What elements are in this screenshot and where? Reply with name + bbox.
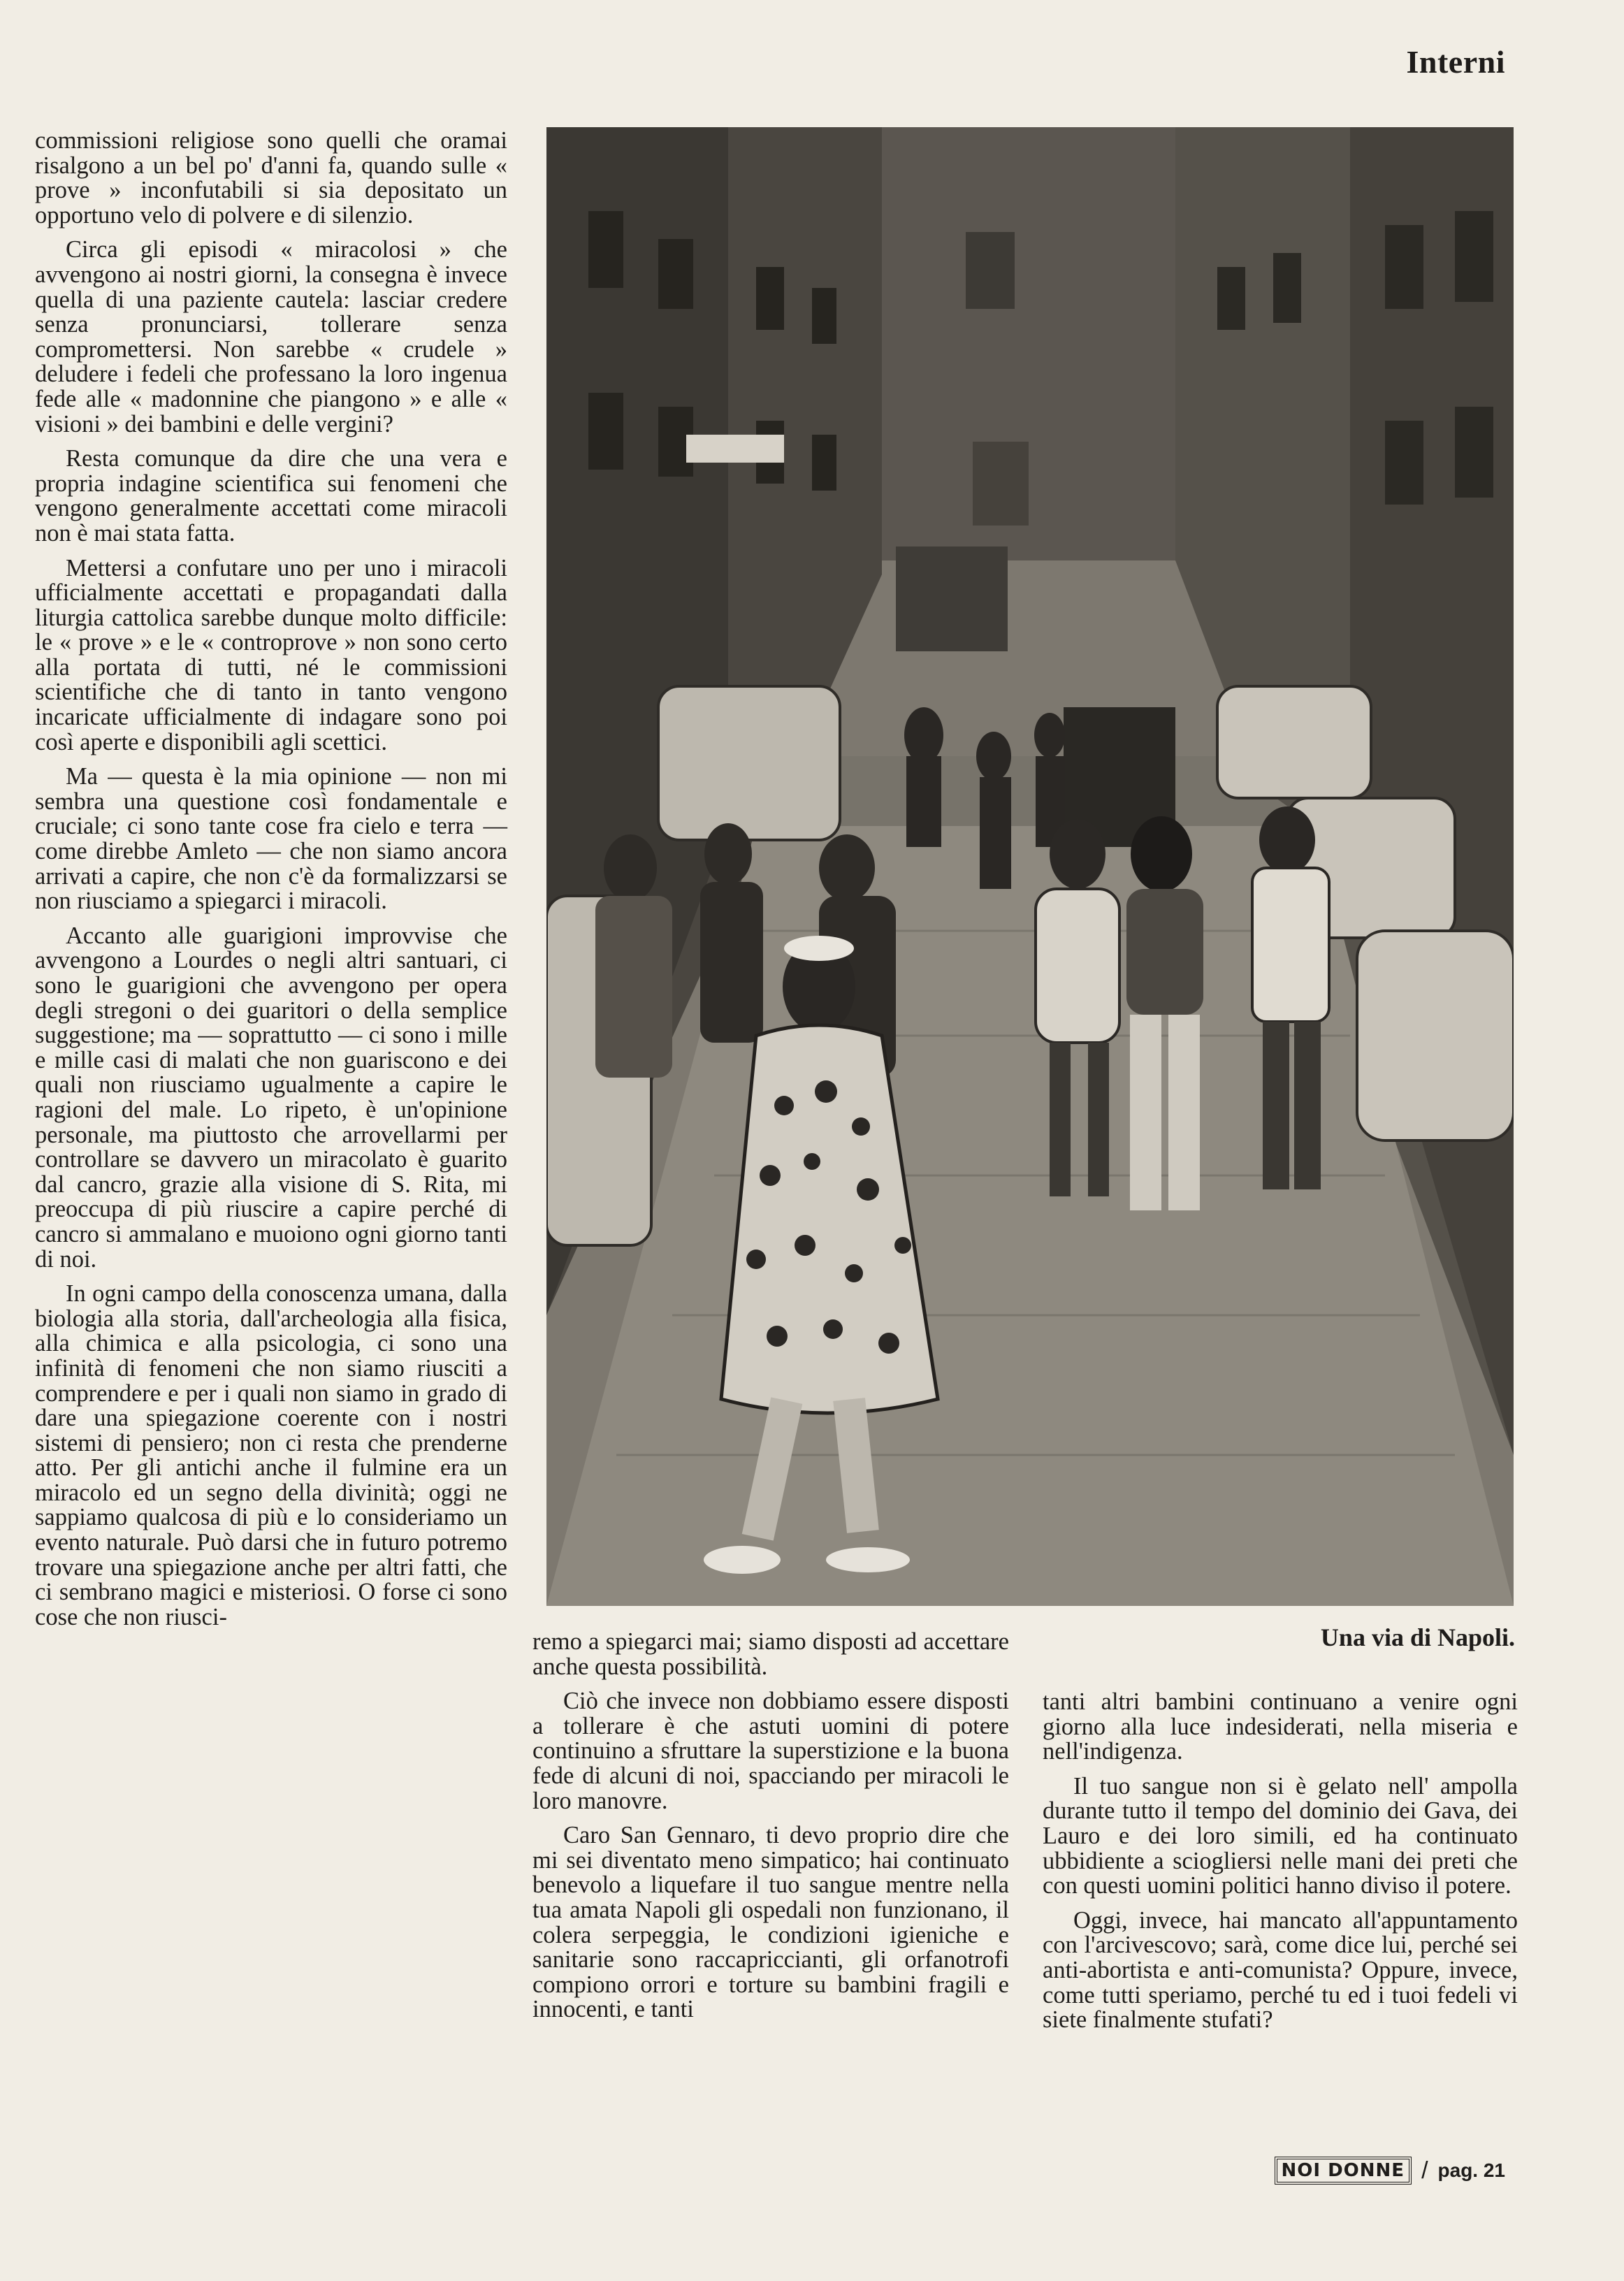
paragraph: tanti altri bambini continuano a venire ogni giorno alla luce indesiderati, nella miseria e nell'indigenza. [1043, 1688, 1518, 1765]
footer-separator: / [1421, 2157, 1428, 2184]
paragraph: Il tuo sangue non si è gelato nell' ampolla durante tutto il tempo del dominio dei Gava, dei Lauro e dei loro simili, ed ha continuato ubbidiente a sciogliersi nelle mani dei preti che con questi uomini politici hanno diviso il potere. [1043, 1772, 1518, 1899]
paragraph: Caro San Gennaro, ti devo proprio dire che mi sei diventato meno simpatico; hai continuato benevolo a liquefare il tuo sangue mentre nella tua amata Napoli gli ospedali non funzionano, il colera serpeggia, le condizioni igieniche e sanitarie sono raccapriccianti, gli orfanotrofi compiono orrori e torture su bambini fragili e innocenti, e tanti [532, 1822, 1009, 2023]
paragraph: commissioni religiose sono quelli che oramai risalgono a un bel po' d'anni fa, quando sulle « prove » inconfutabili si sia depositato un opportuno velo di polvere e di silenzio. [35, 127, 507, 229]
article-column-1 [35, 129, 507, 1630]
paragraph: Circa gli episodi « miracolosi » che avvengono ai nostri giorni, la consegna è invece quella di una paziente cautela: lasciar credere senza pronunciarsi, tollerare senza compromettersi. Non sarebbe « crudele » deludere i fedeli che professano la loro ingenua fede alle « madonnine che piangono » e alle « visioni » dei bambini e delle vergini? [35, 236, 507, 437]
section-heading: Interni [1406, 44, 1505, 80]
paragraph: Ciò che invece non dobbiamo essere disposti a tollerare è che astuti uomini di potere continuino a sfruttare la superstizione e la buona fede di alcuni di noi, spacciando per miracoli le loro manovre. [532, 1688, 1009, 1814]
street-photo-illustration [546, 127, 1514, 1606]
paragraph: Resta comunque da dire che una vera e propria indagine scientifica sui fenomeni che vengono generalmente accettati come miracoli non è mai stata fatta. [35, 445, 507, 546]
paragraph: Oggi, invece, hai mancato all'appuntamento con l'arcivescovo; sarà, come dice lui, perché sei anti-abortista e anti-comunista? Oppure, invece, come tutti speriamo, perché tu ed i tuoi fedeli vi siete finalmente stufati? [1043, 1906, 1518, 2034]
page-number: pag. 21 [1437, 2159, 1505, 2181]
magazine-logo: NOI DONNE [1275, 2157, 1412, 2185]
page-footer [1275, 2157, 1506, 2185]
paragraph: In ogni campo della conoscenza umana, dalla biologia alla storia, dall'archeologia alla fisica, alla chimica e alla psicologia, ci sono una infinità di fenomeni che non siamo riusciti a comprendere e per i quali non siamo in grado di dare una spiegazione coerente con i nostri sistemi di pensiero; non ci resta che prenderne atto. Per gli antichi anche il fulmine era un miracolo ed un segno della divinità; oggi ne sappiamo qualcosa di più e lo consideriamo un evento naturale. Può darsi che in futuro potremo trovare una spiegazione anche per altri fatti, che ci sembrano magici e misteriosi. O forse ci sono cose che non riusci- [35, 1280, 507, 1630]
paragraph: Ma — questa è la mia opinione — non mi sembra una questione così fondamentale e cruciale; ci sono tante cose fra cielo e terra — come direbbe Amleto — che non siamo ancora arrivati a capire, che non c'è da formalizzarsi se non riusciamo a spiegarci i miracoli. [35, 763, 507, 915]
street-photo [546, 127, 1514, 1606]
article-column-3 [1043, 1690, 1518, 2033]
paragraph: Accanto alle guarigioni improvvise che avvengono a Lourdes o negli altri santuari, ci sono le guarigioni che avvengono per opera degli stregoni o dei guaritori o della semplice suggestione; ma — soprattutto — ci sono i mille e mille casi di malati che non guariscono e dei quali non riusciamo ugualmente a capire le ragioni del male. Lo ripeto, è un'opinione personale, ma piuttosto che arrovellarmi per controllare se davvero un miracolato è guarito dal cancro, grazie alla visione di S. Rita, mi preoccupa di più riuscire a capire perché di cancro si ammalano e muoiono ogni giorno tanti di noi. [35, 922, 507, 1273]
photo-caption: Una via di Napoli. [1320, 1623, 1515, 1651]
article-column-2 [532, 1630, 1009, 2022]
paragraph: Mettersi a confutare uno per uno i miracoli ufficialmente accettati e propagandati dalla liturgia cattolica sarebbe dunque molto difficile: le « prove » e le « controprove » non sono certo alla portata di tutti, né le commissioni scientifiche che di tanto in tanto vengono incaricate ufficialmente di indagare sono poi così aperte e disponibili agli scettici. [35, 554, 507, 755]
paragraph: remo a spiegarci mai; siamo disposti ad accettare anche questa possibilità. [532, 1628, 1009, 1680]
